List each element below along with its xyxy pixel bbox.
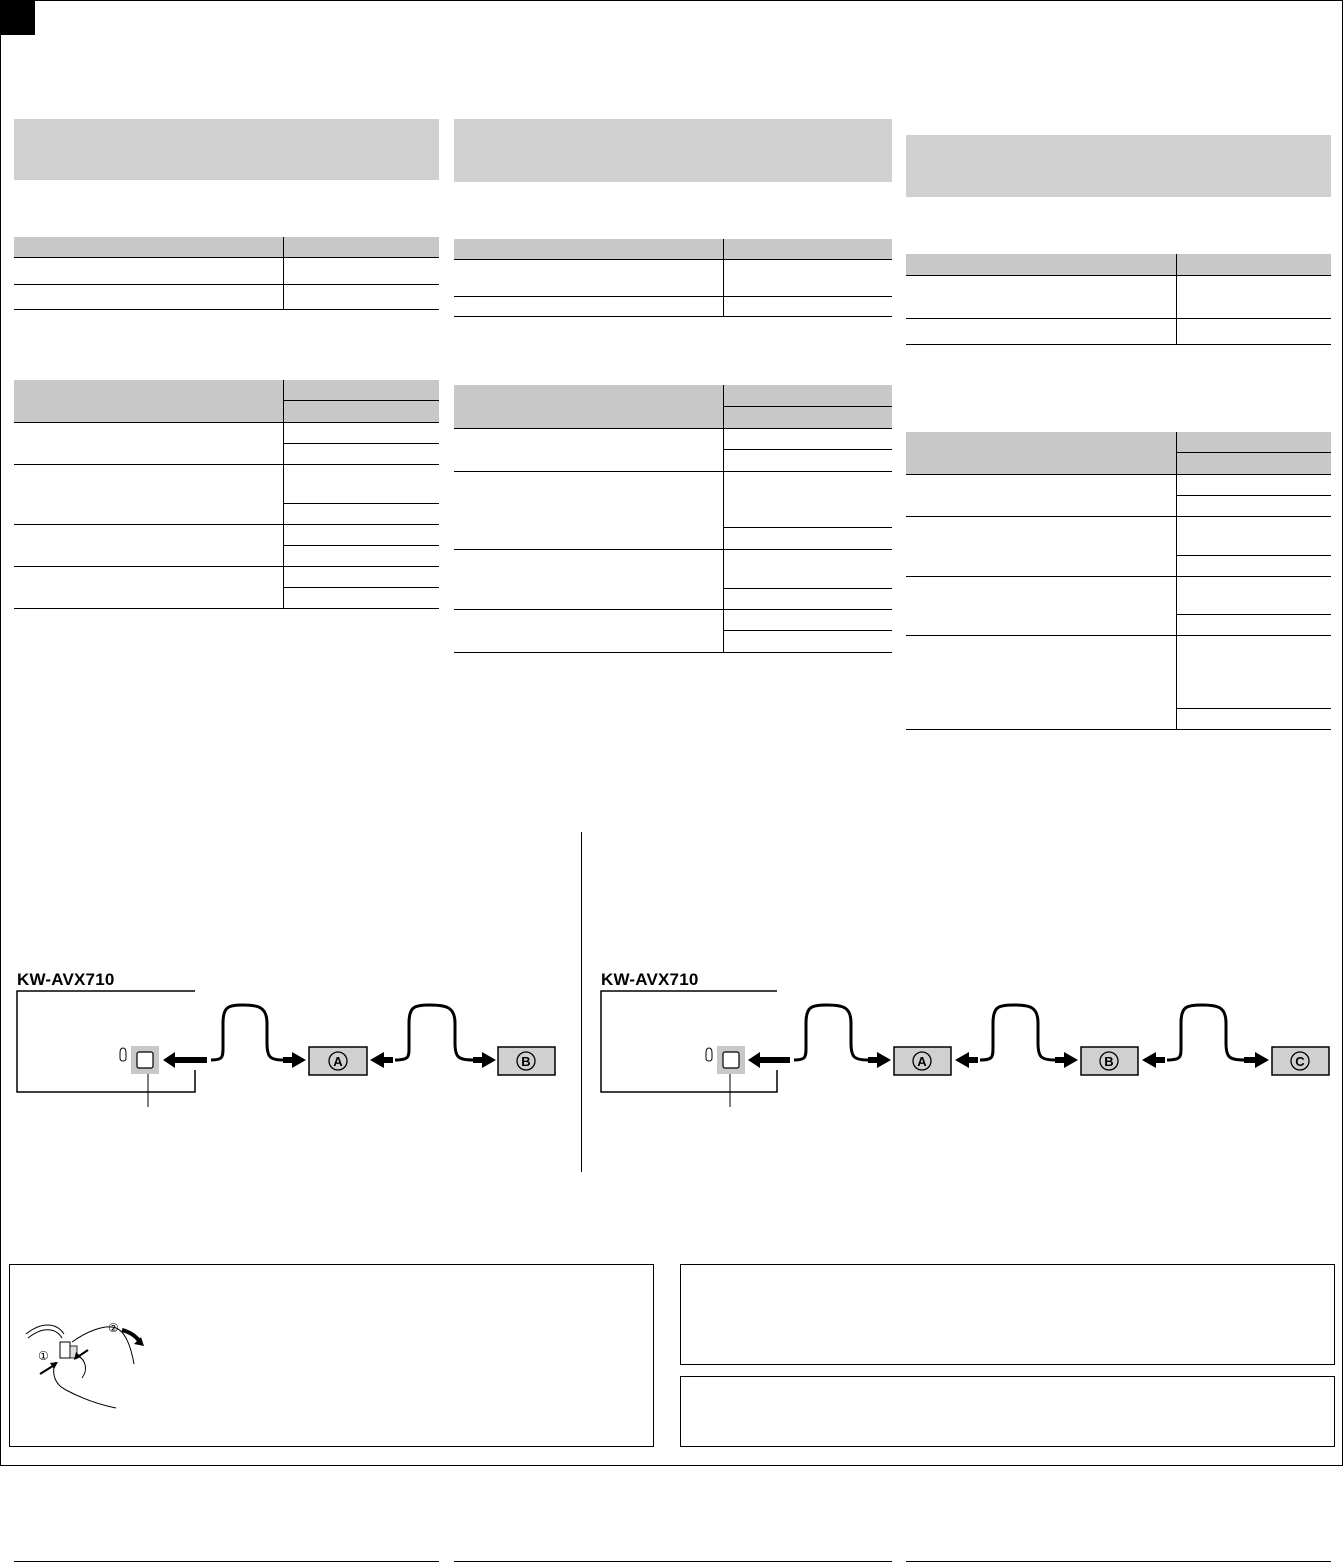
footer-rule: [906, 1561, 1331, 1562]
table-header-cell: [14, 380, 283, 422]
plug-symbol-icon: [120, 1048, 126, 1061]
step-1-mark: ①: [38, 1349, 49, 1363]
footer-rule: [454, 1561, 892, 1562]
device-c-label: C: [1295, 1054, 1305, 1069]
cable-icon: [211, 1005, 283, 1060]
arrow-right-icon: [1255, 1052, 1269, 1068]
arrow-right-icon: [482, 1052, 496, 1068]
cable-icon: [395, 1005, 473, 1060]
diagram-divider: [581, 832, 582, 1172]
section-marker: [1, 1, 35, 35]
unit-model-label: KW-AVX710: [17, 970, 115, 989]
note-box-upper: [680, 1264, 1335, 1365]
step-2-mark: ②: [108, 1321, 119, 1335]
unit-outline: [601, 991, 777, 1092]
arrow-left-icon: [1142, 1052, 1156, 1068]
arrow-left-icon: [955, 1052, 969, 1068]
table-header-row: [906, 254, 1331, 275]
hand-outline: [54, 1362, 116, 1408]
port-icon: [723, 1052, 739, 1068]
cable-icon: [980, 1005, 1055, 1060]
connection-diagram-double: [584, 985, 1334, 1110]
device-b-label: B: [1104, 1054, 1114, 1069]
unit-outline: [17, 991, 195, 1092]
connection-diagram-single: [0, 985, 580, 1110]
column-3-header-band: [906, 135, 1331, 197]
hand-disconnect-illustration: [16, 1312, 146, 1412]
column-1-header-band: [14, 119, 439, 180]
device-a-label: A: [333, 1054, 343, 1069]
plug-symbol-icon: [706, 1048, 712, 1061]
arrow-right-icon: [877, 1052, 891, 1068]
table-header-cell: [906, 432, 1176, 474]
unit-model-label: KW-AVX710: [601, 970, 699, 989]
arrow-right-icon: [292, 1052, 306, 1068]
cable-icon: [794, 1005, 868, 1060]
footer-rule: [14, 1561, 439, 1562]
table-header-cell: [454, 385, 723, 428]
port-icon: [137, 1052, 153, 1068]
arrow-right-icon: [1064, 1052, 1078, 1068]
connector-icon: [60, 1342, 70, 1358]
cable-icon: [1167, 1005, 1244, 1060]
device-a-label: A: [917, 1054, 927, 1069]
arrow-left-icon: [370, 1052, 384, 1068]
note-box-lower: [680, 1376, 1335, 1447]
table-header-row: [454, 239, 892, 259]
column-2-header-band: [454, 119, 892, 182]
device-b-label: B: [521, 1054, 531, 1069]
table-header-row: [14, 237, 439, 257]
